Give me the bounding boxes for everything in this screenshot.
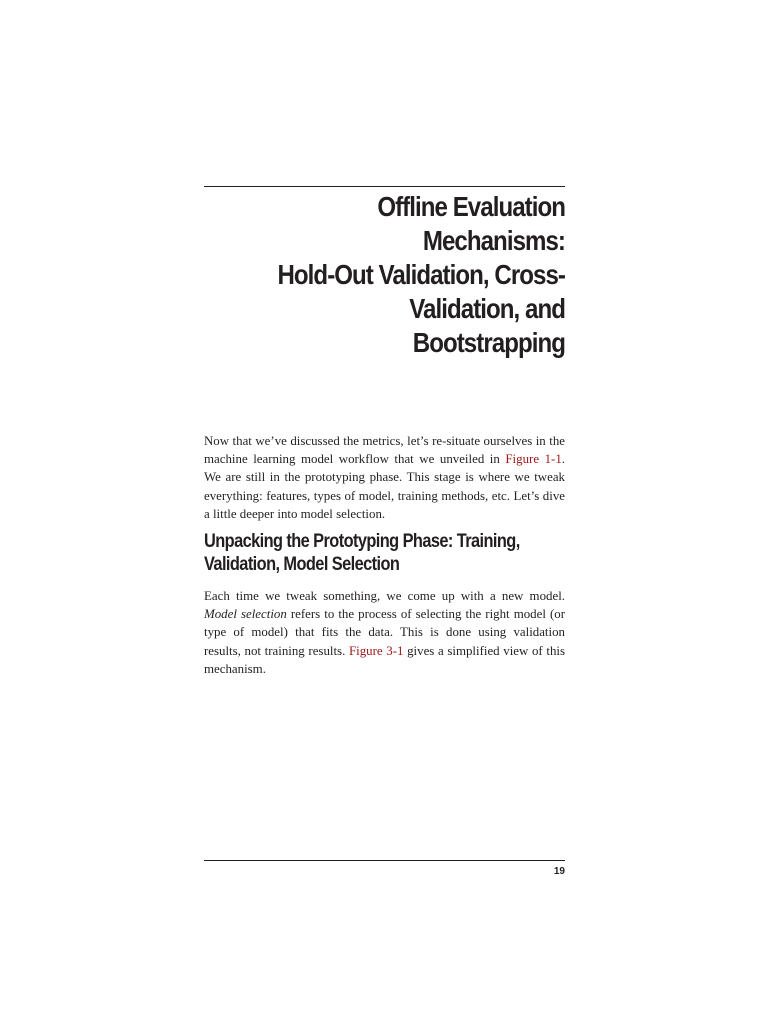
page-number: 19	[553, 866, 565, 877]
chapter-title-line: Hold-Out Validation, Cross-	[277, 259, 565, 290]
text-fragment: .	[561, 452, 566, 467]
figure-3-1-link[interactable]: Figure 3-1	[348, 643, 404, 658]
text-line	[204, 450, 565, 468]
text-fragment: results, not training results.	[204, 643, 349, 658]
text-line: a little deeper into model selection.	[204, 506, 386, 521]
section-heading	[204, 530, 557, 576]
emphasis-term: Model selection	[204, 607, 287, 622]
text-line: everything: features, types of model, training methods, etc. Let’s dive	[204, 488, 565, 503]
text-line: type of model) that fits the data. This is done using validation	[204, 625, 565, 640]
text-line: Now that we’ve discussed the metrics, let’s re-situate ourselves in the	[204, 434, 565, 448]
section-heading-line: Unpacking the Prototyping Phase: Training,	[204, 530, 520, 552]
text-fragment: machine learning model workflow that we unveiled in	[204, 452, 506, 467]
text-line: mechanism.	[204, 661, 266, 676]
text-line	[204, 642, 565, 660]
text-fragment: refers to the process of selecting the right model (or	[286, 607, 565, 622]
text-fragment: gives a simplified view of this	[403, 643, 566, 658]
text-line: We are still in the prototyping phase. This stage is where we tweak	[204, 470, 565, 485]
text-line: Each time we tweak something, we come up with a new model.	[204, 589, 565, 603]
figure-1-1-link[interactable]: Figure 1-1	[505, 452, 562, 467]
chapter-title-line: Validation, and Bootstrapping	[409, 293, 565, 358]
text-line	[204, 605, 565, 623]
model-selection-paragraph	[204, 587, 565, 678]
section-heading-line: Validation, Model Selection	[204, 553, 400, 575]
intro-paragraph	[204, 432, 565, 523]
chapter-top-rule	[204, 186, 565, 187]
chapter-title	[255, 190, 565, 360]
footer-rule	[204, 860, 565, 861]
chapter-title-line: Offline Evaluation Mechanisms:	[377, 191, 565, 256]
